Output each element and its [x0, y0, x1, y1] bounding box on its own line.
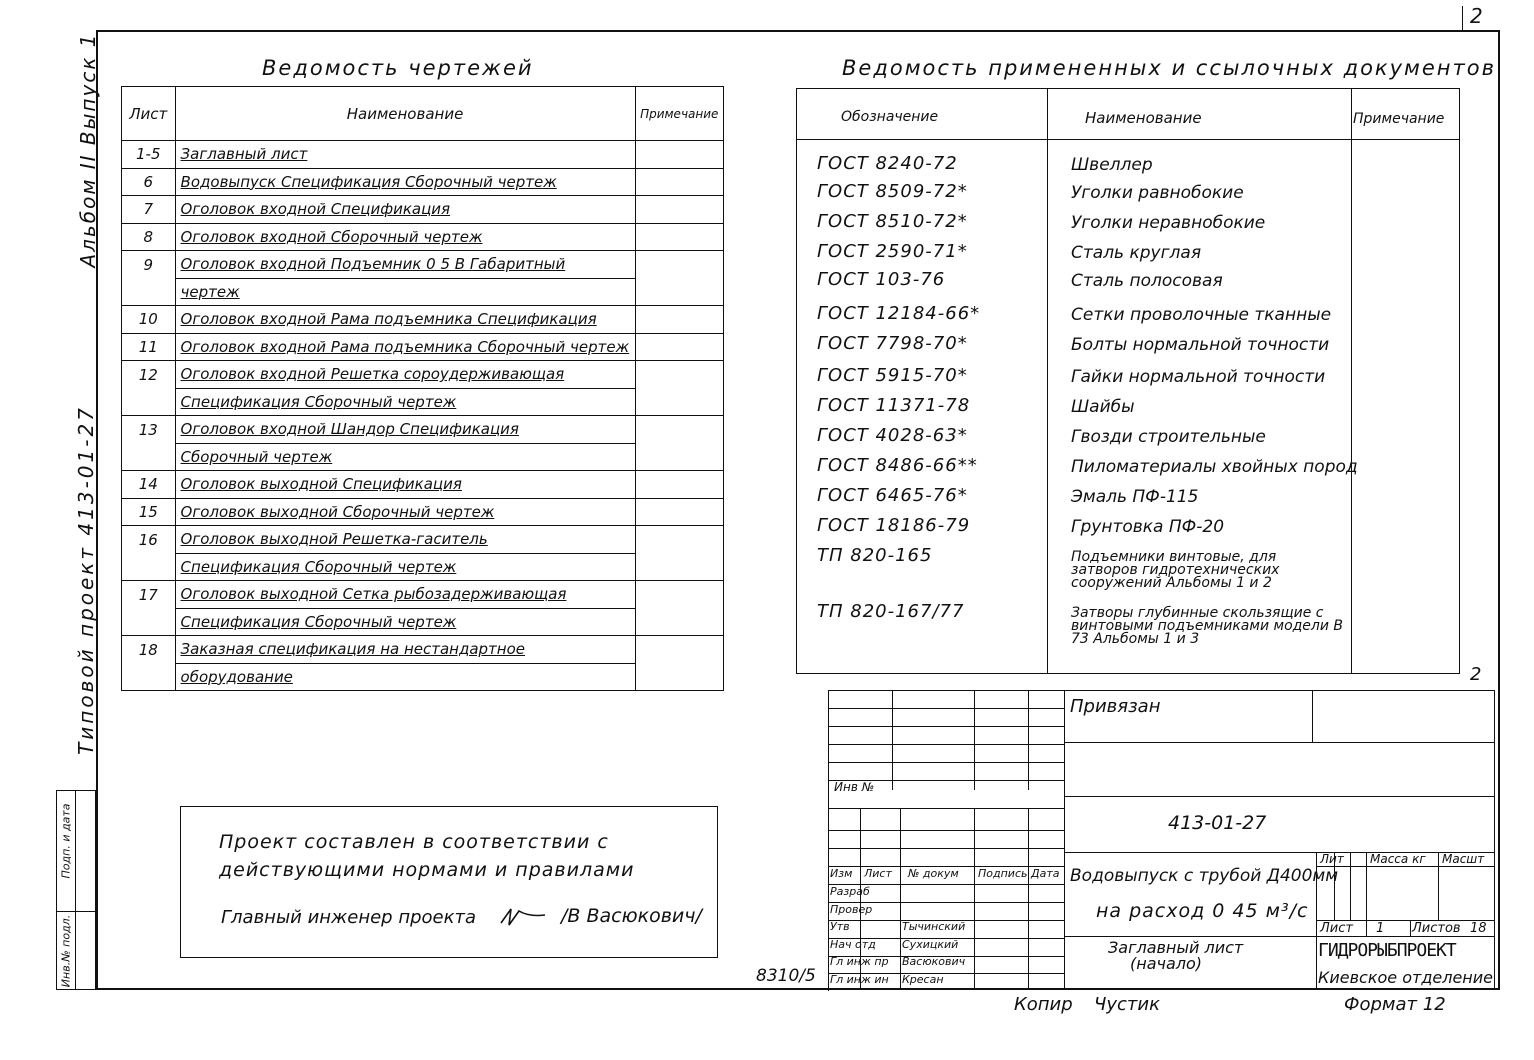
stamp-lit: Лит: [1320, 852, 1344, 866]
drawing-note: [635, 636, 724, 664]
reference-code: ГОСТ 7798-70*: [817, 333, 968, 354]
drawing-note: [635, 306, 724, 334]
drawing-name: Водовыпуск Спецификация Сборочный чертеж: [175, 168, 635, 196]
stamp-inv-label: Инв №: [834, 780, 875, 794]
drawing-sheet-number: 15: [122, 498, 176, 526]
drawing-note: [635, 663, 724, 691]
drawings-row: [122, 168, 724, 196]
reference-code: ГОСТ 6465-76*: [817, 485, 968, 506]
note-chief-engineer: Главный инженер проекта: [221, 907, 476, 928]
reference-name: Гвозди строительные: [1071, 427, 1266, 447]
stamp-person-name: Сухицкий: [902, 937, 959, 951]
stamp-code: 413-01-27: [1168, 812, 1267, 834]
reference-code: ТП 820-167/77: [817, 601, 965, 622]
drawing-sheet-number: [122, 443, 176, 471]
left-stamp: [56, 790, 96, 990]
stamp-object-line1: Водовыпуск с трубой Д400мм: [1070, 866, 1339, 886]
drawing-sheet-number: 1-5: [122, 141, 176, 169]
stamp-person-name: Васюкович: [902, 955, 966, 968]
drawing-name: Оголовок выходной Сборочный чертеж: [175, 498, 635, 526]
reference-code: ГОСТ 8486-66**: [817, 455, 978, 476]
reference-code: ГОСТ 2590-71*: [817, 241, 968, 262]
drawings-row: [122, 223, 724, 251]
copier-name: Чуcтик: [1094, 994, 1160, 1015]
drawings-row: [122, 141, 724, 169]
drawing-name: Оголовок входной Рама подъемника Спецификация: [175, 306, 635, 334]
drawing-sheet-number: 6: [122, 168, 176, 196]
drawing-sheet-number: 17: [122, 581, 176, 609]
stamp-sheet-title1: Заглавный лист: [1108, 938, 1244, 957]
drawing-sheet-number: [122, 278, 176, 306]
drawings-row: [122, 443, 724, 471]
drawings-row: [122, 526, 724, 554]
drawings-row: [122, 388, 724, 416]
drawing-sheet-number: 13: [122, 416, 176, 444]
references-table: [796, 88, 1460, 674]
drawing-sheet-number: [122, 553, 176, 581]
drawing-sheet-number: 10: [122, 306, 176, 334]
reference-code: ТП 820-165: [817, 545, 933, 566]
stamp-dept: Киевское отделение: [1318, 968, 1493, 987]
drawing-note: [635, 498, 724, 526]
stamp-sheet-title2: (начало): [1130, 954, 1203, 973]
reference-name: Сталь полосовая: [1071, 271, 1223, 291]
stamp-role: Провер: [830, 902, 873, 916]
references-corner-number: 2: [1470, 664, 1482, 685]
stamp-org: ГИДРОРЫБПРОЕКТ: [1318, 940, 1456, 961]
stamp-col-list: Лист: [864, 867, 892, 880]
reference-name: Подъемники винтовые, для затворов гидротехнических сооружений Альбомы 1 и 2: [1071, 549, 1280, 591]
drawing-sheet-number: 8: [122, 223, 176, 251]
reference-name: Затворы глубинные скользящие с винтовыми подъемниками модели В 73 Альбомы 1 и 3: [1071, 605, 1344, 647]
reference-code: ГОСТ 8510-72*: [817, 211, 968, 232]
drawing-note: [635, 361, 724, 389]
drawing-note: [635, 526, 724, 554]
drawing-sheet-number: 9: [122, 251, 176, 279]
stamp-role: Разраб: [830, 885, 870, 898]
drawing-name: Оголовок выходной Сетка рыбозадерживающая: [175, 581, 635, 609]
drawings-row: [122, 581, 724, 609]
stamp-role: Гл инж ин: [830, 972, 889, 986]
reference-name: Гайки нормальной точности: [1071, 367, 1326, 387]
drawing-name: Оголовок входной Рама подъемника Сборочный чертеж: [175, 333, 635, 361]
stamp-object-line2: на расход 0 45 м³/с: [1096, 900, 1309, 922]
reference-name: Уголки неравнобокие: [1071, 213, 1266, 233]
reference-name: Грунтовка ПФ-20: [1071, 517, 1225, 537]
side-project-label: Типовой проект 413-01-27: [74, 405, 98, 755]
drawings-row: [122, 498, 724, 526]
references-header-code: Обозначение: [841, 109, 939, 125]
drawings-row: [122, 471, 724, 499]
title-block: [828, 690, 1494, 990]
format-label: Формат 12: [1344, 994, 1446, 1015]
drawing-name: Спецификация Сборочный чертеж: [175, 608, 635, 636]
drawing-name: Оголовок входной Подъемник 0 5 В Габаритный: [175, 251, 635, 279]
reference-code: ГОСТ 103-76: [817, 269, 946, 290]
left-stamp-sign: Подп. и дата: [59, 803, 73, 879]
drawing-name: Оголовок выходной Решетка-гаситель: [175, 526, 635, 554]
stamp-role: Нач отд: [830, 937, 876, 951]
drawings-header-name: Наименование: [175, 87, 635, 141]
frame-tick: [1462, 6, 1463, 30]
drawing-name: Спецификация Сборочный чертеж: [175, 388, 635, 416]
drawings-header-sheet: Лист: [122, 87, 176, 141]
reference-code: ГОСТ 8509-72*: [817, 181, 968, 202]
reference-code: ГОСТ 8240-72: [817, 153, 958, 174]
stamp-privyazan: Привязан: [1070, 696, 1161, 717]
drawings-table: [121, 86, 724, 691]
stamp-col-izm: Изм: [830, 867, 853, 880]
drawings-row: [122, 196, 724, 224]
drawings-row: [122, 663, 724, 691]
reference-name: Шайбы: [1071, 397, 1135, 417]
stamp-role: Гл инж пр: [830, 955, 889, 968]
drawing-note: [635, 416, 724, 444]
stamp-col-doc: № докум: [908, 867, 959, 880]
reference-code: ГОСТ 11371-78: [817, 395, 971, 416]
drawing-name: Заказная спецификация на нестандартное: [175, 636, 635, 664]
drawing-note: [635, 388, 724, 416]
stamp-scale: Масшт: [1442, 852, 1485, 866]
reference-name: Сталь круглая: [1071, 243, 1202, 263]
drawing-note: [635, 141, 724, 169]
stamp-sheets-label: Листов: [1412, 921, 1461, 936]
drawing-note: [635, 196, 724, 224]
drawing-note: [635, 333, 724, 361]
stamp-mass: Масса кг: [1370, 852, 1426, 866]
drawings-row: [122, 636, 724, 664]
stamp-sheets-num: 18: [1470, 921, 1487, 936]
reference-code: ГОСТ 5915-70*: [817, 365, 968, 386]
drawing-note: [635, 443, 724, 471]
reference-name: Эмаль ПФ-115: [1071, 487, 1199, 507]
drawing-name: чертеж: [175, 278, 635, 306]
drawing-sheet-number: 7: [122, 196, 176, 224]
drawing-name: Оголовок входной Сборочный чертеж: [175, 223, 635, 251]
drawing-sheet-number: 16: [122, 526, 176, 554]
drawing-note: [635, 471, 724, 499]
side-album-label: Альбом II Выпуск 1: [76, 32, 100, 268]
drawing-note: [635, 608, 724, 636]
signature-mark: [499, 903, 549, 931]
drawing-name: Заглавный лист: [175, 141, 635, 169]
order-number: 8310/5: [756, 966, 816, 986]
note-line-2: действующими нормами и правилами: [219, 859, 635, 881]
copied-label: Копир: [1014, 994, 1073, 1015]
reference-code: ГОСТ 12184-66*: [817, 303, 981, 324]
drawing-note: [635, 251, 724, 279]
drawing-note: [635, 278, 724, 306]
note-signature-name: /В Васюкович/: [561, 905, 702, 927]
drawings-row: [122, 608, 724, 636]
drawing-name: Оголовок входной Шандор Спецификация: [175, 416, 635, 444]
reference-name: Сетки проволочные тканные: [1071, 305, 1332, 325]
drawing-note: [635, 168, 724, 196]
note-line-1: Проект составлен в соответствии с: [219, 831, 609, 853]
drawing-name: Спецификация Сборочный чертеж: [175, 553, 635, 581]
references-title: Ведомость примененных и ссылочных документов: [842, 56, 1496, 80]
drawing-name: Оголовок входной Решетка сороудерживающая: [175, 361, 635, 389]
drawings-title: Ведомость чертежей: [262, 56, 534, 80]
drawings-row: [122, 553, 724, 581]
drawing-sheet-number: 14: [122, 471, 176, 499]
drawing-sheet-number: 11: [122, 333, 176, 361]
drawings-row: [122, 306, 724, 334]
stamp-role: Утв: [830, 920, 850, 933]
left-stamp-inv: Инв.№ подл.: [59, 914, 73, 988]
stamp-sheet-num: 1: [1376, 921, 1385, 936]
reference-name: Пиломатериалы хвойных пород: [1071, 457, 1358, 477]
stamp-sheet-label: Лист: [1320, 921, 1353, 936]
drawings-header-note: Примечание: [635, 87, 724, 141]
drawing-note: [635, 553, 724, 581]
references-header-note: Примечание: [1353, 111, 1445, 127]
drawing-sheet-number: 18: [122, 636, 176, 664]
drawings-row: [122, 333, 724, 361]
reference-name: Швеллер: [1071, 155, 1153, 175]
drawing-note: [635, 223, 724, 251]
drawing-name: Оголовок входной Спецификация: [175, 196, 635, 224]
drawing-note: [635, 581, 724, 609]
drawings-row: [122, 361, 724, 389]
drawing-sheet-number: 12: [122, 361, 176, 389]
note-box: [180, 806, 718, 958]
stamp-col-sign: Подпись: [978, 867, 1028, 880]
drawing-sheet-number: [122, 388, 176, 416]
drawing-name: Оголовок выходной Спецификация: [175, 471, 635, 499]
reference-code: ГОСТ 4028-63*: [817, 425, 968, 446]
stamp-person-name: Тычинский: [902, 920, 966, 933]
drawing-name: оборудование: [175, 663, 635, 691]
drawing-name: Сборочный чертеж: [175, 443, 635, 471]
reference-name: Болты нормальной точности: [1071, 335, 1330, 355]
drawings-row: [122, 251, 724, 279]
drawing-sheet-number: [122, 663, 176, 691]
reference-name: Уголки равнобокие: [1071, 183, 1244, 203]
drawings-row: [122, 278, 724, 306]
drawings-row: [122, 416, 724, 444]
page-number-top: 2: [1470, 4, 1483, 28]
references-header-name: Наименование: [1085, 109, 1202, 127]
stamp-col-date: Дата: [1031, 867, 1060, 880]
reference-code: ГОСТ 18186-79: [817, 515, 971, 536]
drawing-sheet-number: [122, 608, 176, 636]
stamp-person-name: Кресан: [902, 972, 944, 986]
